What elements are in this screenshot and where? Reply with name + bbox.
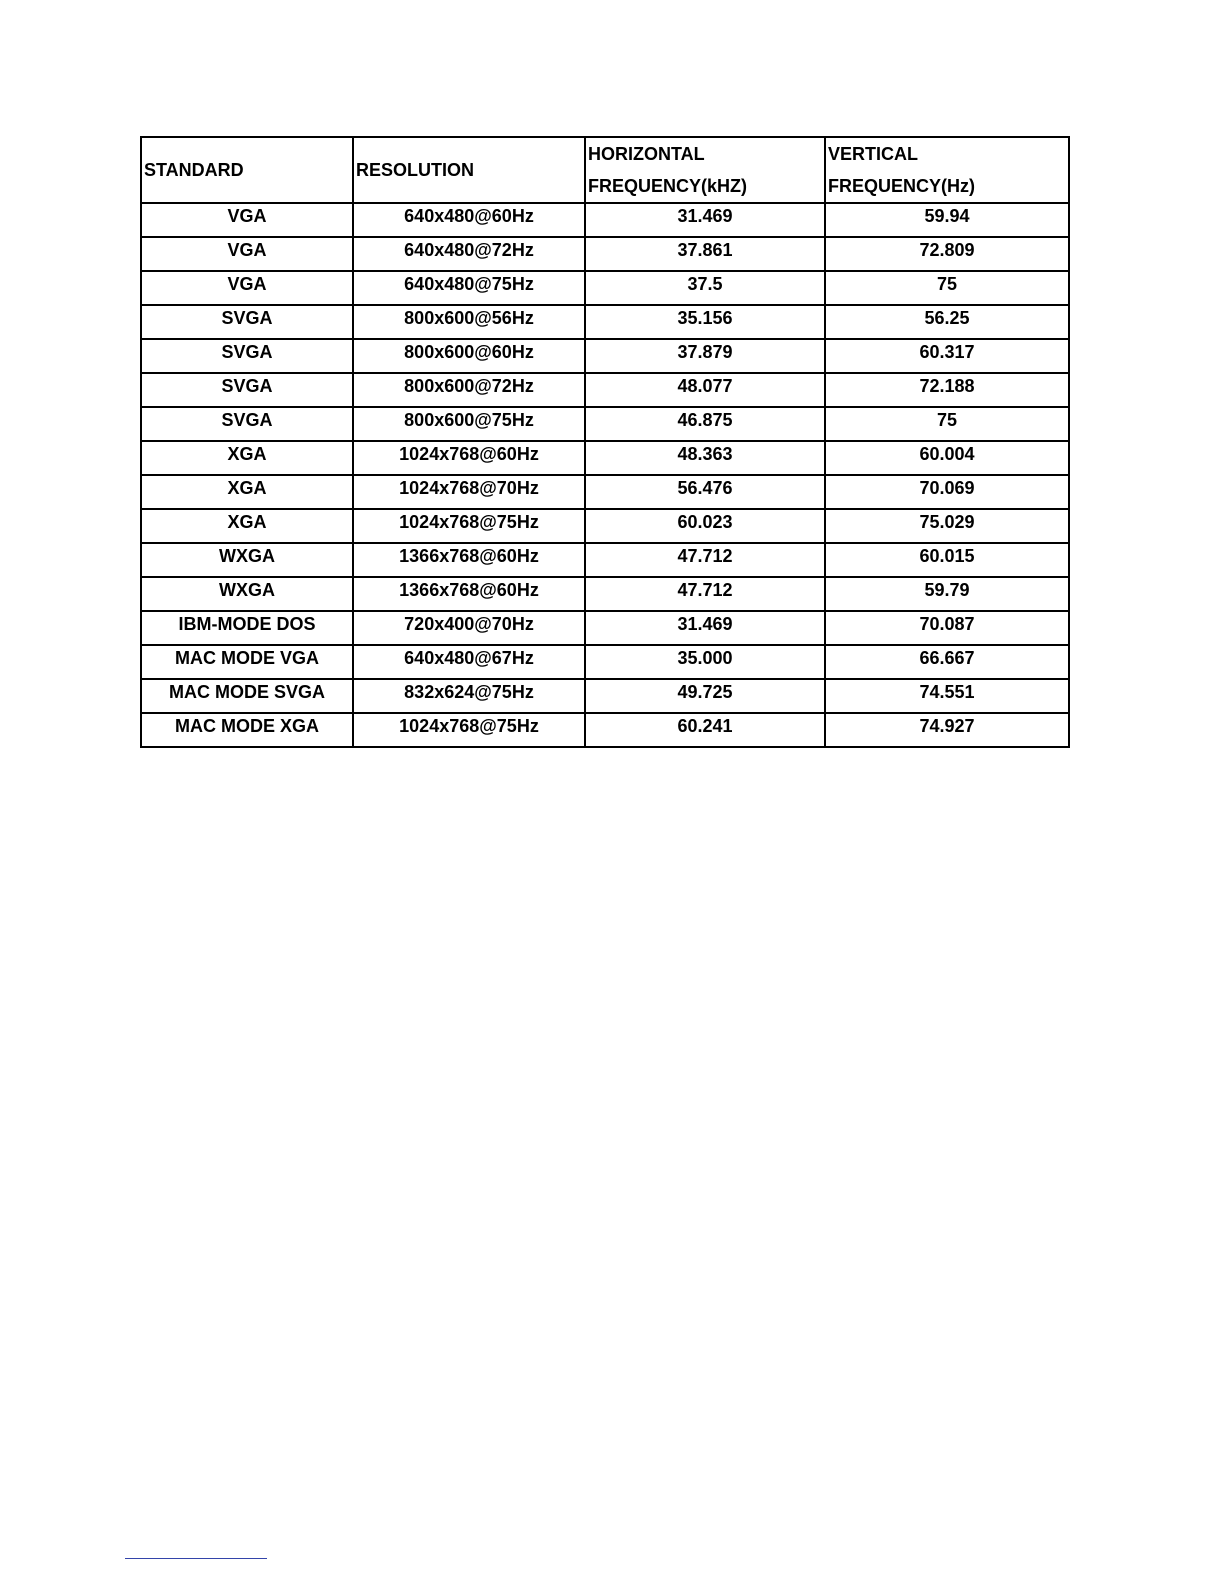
header-vertical-frequency	[825, 137, 1069, 203]
table-row	[141, 339, 1069, 373]
cell-horizontal-frequency: 48.363	[585, 441, 825, 475]
header-row	[141, 137, 1069, 203]
cell-horizontal-frequency: 56.476	[585, 475, 825, 509]
cell-resolution: 1024x768@60Hz	[353, 441, 585, 475]
table-row	[141, 543, 1069, 577]
cell-resolution: 640x480@72Hz	[353, 237, 585, 271]
cell-standard: SVGA	[141, 373, 353, 407]
cell-vertical-frequency: 75	[825, 407, 1069, 441]
cell-resolution: 640x480@67Hz	[353, 645, 585, 679]
cell-vertical-frequency: 66.667	[825, 645, 1069, 679]
timing-modes-table	[140, 136, 1070, 748]
cell-horizontal-frequency: 46.875	[585, 407, 825, 441]
header-standard	[141, 137, 353, 203]
cell-vertical-frequency: 72.809	[825, 237, 1069, 271]
table-row	[141, 509, 1069, 543]
cell-vertical-frequency: 75.029	[825, 509, 1069, 543]
table-row	[141, 305, 1069, 339]
cell-vertical-frequency: 74.551	[825, 679, 1069, 713]
cell-horizontal-frequency: 37.5	[585, 271, 825, 305]
cell-resolution: 800x600@56Hz	[353, 305, 585, 339]
cell-resolution: 1366x768@60Hz	[353, 577, 585, 611]
header-vertical-line2: FREQUENCY(Hz)	[828, 176, 975, 196]
cell-resolution: 832x624@75Hz	[353, 679, 585, 713]
cell-vertical-frequency: 60.004	[825, 441, 1069, 475]
cell-resolution: 640x480@60Hz	[353, 203, 585, 237]
header-standard-label: STANDARD	[144, 160, 244, 180]
cell-standard: XGA	[141, 509, 353, 543]
cell-resolution: 1024x768@70Hz	[353, 475, 585, 509]
cell-vertical-frequency: 72.188	[825, 373, 1069, 407]
table-row	[141, 203, 1069, 237]
cell-standard: XGA	[141, 475, 353, 509]
cell-horizontal-frequency: 31.469	[585, 611, 825, 645]
cell-standard: MAC MODE VGA	[141, 645, 353, 679]
cell-resolution: 1024x768@75Hz	[353, 509, 585, 543]
cell-standard: SVGA	[141, 339, 353, 373]
cell-vertical-frequency: 60.015	[825, 543, 1069, 577]
cell-standard: WXGA	[141, 577, 353, 611]
header-horizontal-line2: FREQUENCY(kHZ)	[588, 176, 748, 196]
cell-vertical-frequency: 70.087	[825, 611, 1069, 645]
cell-standard: VGA	[141, 271, 353, 305]
cell-horizontal-frequency: 35.000	[585, 645, 825, 679]
cell-standard: VGA	[141, 203, 353, 237]
cell-horizontal-frequency: 60.023	[585, 509, 825, 543]
table-row	[141, 611, 1069, 645]
table-row	[141, 237, 1069, 271]
table-row	[141, 475, 1069, 509]
header-vertical-line1: VERTICAL	[828, 144, 918, 164]
table-header	[141, 137, 1069, 203]
table-row	[141, 679, 1069, 713]
cell-horizontal-frequency: 47.712	[585, 577, 825, 611]
cell-horizontal-frequency: 47.712	[585, 543, 825, 577]
table-row	[141, 441, 1069, 475]
cell-standard: VGA	[141, 237, 353, 271]
cell-vertical-frequency: 74.927	[825, 713, 1069, 747]
header-horizontal-frequency	[585, 137, 825, 203]
header-resolution-label: RESOLUTION	[356, 160, 475, 180]
cell-vertical-frequency: 75	[825, 271, 1069, 305]
table-row	[141, 373, 1069, 407]
table-row	[141, 645, 1069, 679]
cell-standard: WXGA	[141, 543, 353, 577]
table-row	[141, 577, 1069, 611]
cell-resolution: 800x600@60Hz	[353, 339, 585, 373]
cell-standard: MAC MODE SVGA	[141, 679, 353, 713]
cell-standard: SVGA	[141, 407, 353, 441]
cell-standard: IBM-MODE DOS	[141, 611, 353, 645]
cell-resolution: 800x600@75Hz	[353, 407, 585, 441]
cell-horizontal-frequency: 35.156	[585, 305, 825, 339]
cell-resolution: 1024x768@75Hz	[353, 713, 585, 747]
cell-standard: XGA	[141, 441, 353, 475]
cell-resolution: 1366x768@60Hz	[353, 543, 585, 577]
table-row	[141, 713, 1069, 747]
cell-resolution: 640x480@75Hz	[353, 271, 585, 305]
cell-standard: MAC MODE XGA	[141, 713, 353, 747]
cell-resolution: 720x400@70Hz	[353, 611, 585, 645]
table-row	[141, 271, 1069, 305]
cell-horizontal-frequency: 48.077	[585, 373, 825, 407]
cell-standard: SVGA	[141, 305, 353, 339]
cell-horizontal-frequency: 31.469	[585, 203, 825, 237]
table-row	[141, 407, 1069, 441]
cell-horizontal-frequency: 60.241	[585, 713, 825, 747]
cell-horizontal-frequency: 37.861	[585, 237, 825, 271]
header-resolution	[353, 137, 585, 203]
cell-resolution: 800x600@72Hz	[353, 373, 585, 407]
cell-horizontal-frequency: 49.725	[585, 679, 825, 713]
table-body	[141, 203, 1069, 747]
cell-vertical-frequency: 56.25	[825, 305, 1069, 339]
cell-vertical-frequency: 59.94	[825, 203, 1069, 237]
cell-horizontal-frequency: 37.879	[585, 339, 825, 373]
header-horizontal-line1: HORIZONTAL	[588, 144, 705, 164]
cell-vertical-frequency: 59.79	[825, 577, 1069, 611]
cell-vertical-frequency: 70.069	[825, 475, 1069, 509]
cell-vertical-frequency: 60.317	[825, 339, 1069, 373]
footnote-separator	[125, 1558, 267, 1559]
